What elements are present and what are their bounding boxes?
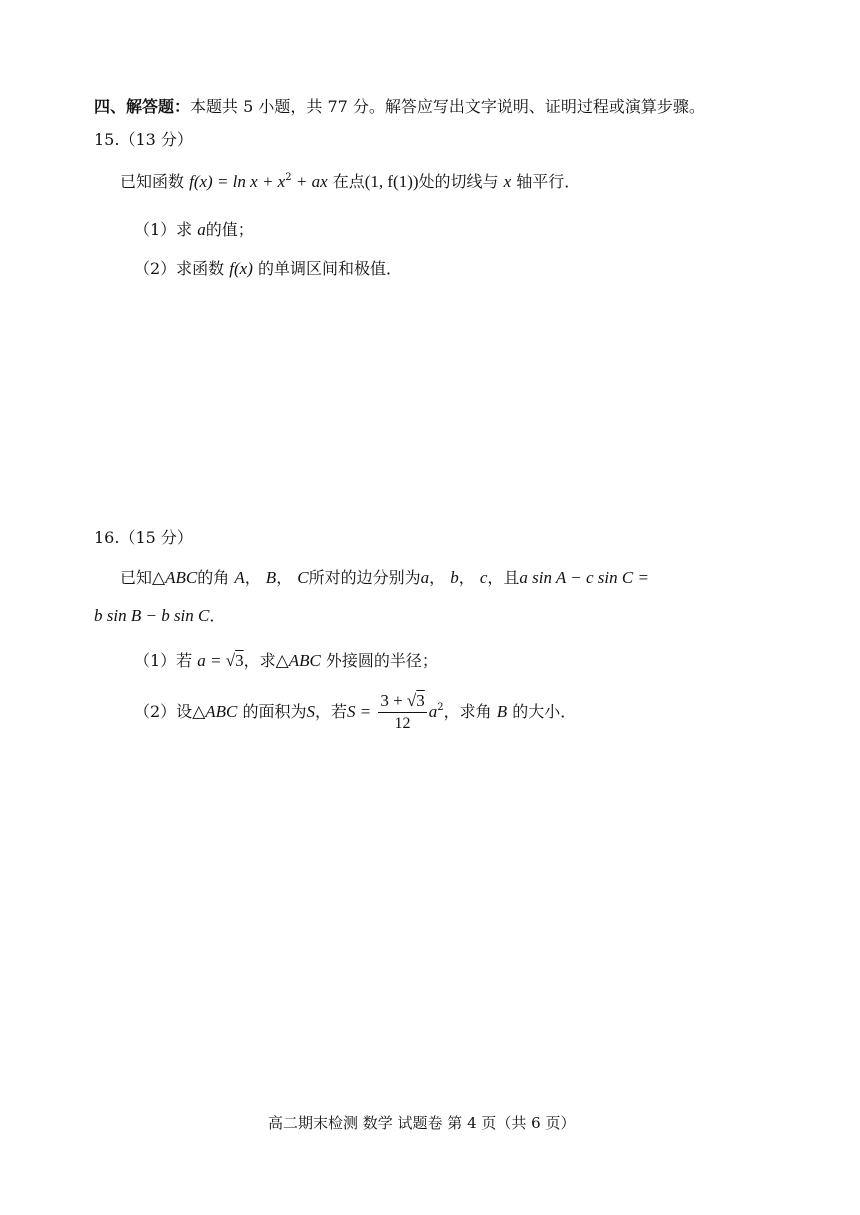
q15-part1-var: a <box>197 220 206 239</box>
q15-part1-prefix: （1）求 <box>134 220 193 239</box>
q16-stem-d: ，且 <box>487 568 520 587</box>
q16-part2-suffix-a: ，求角 <box>443 701 492 721</box>
q15-stem-prefix: 已知函数 <box>120 172 185 191</box>
q15-stem-mid: 在点 <box>332 172 365 191</box>
q15-var-x: x <box>503 172 512 191</box>
q16-part2-eq-left: S = <box>347 701 372 721</box>
q15-number: 15.（13 分） <box>94 130 193 149</box>
page-footer: 高二期末检测 数学 试题卷 第 4 页（共 6 页） <box>268 1114 576 1132</box>
numerator-sqrt-arg: 3 <box>416 691 425 710</box>
q15-part2-func: f(x) <box>229 259 253 278</box>
q16-part1 <box>134 651 438 671</box>
q15-exponent: 2 <box>285 172 292 183</box>
q15-function: f(x) = ln x + x <box>189 172 286 191</box>
q16-part2-s: S <box>306 701 315 721</box>
section-title: 四、解答题： <box>94 97 191 116</box>
q15-part1 <box>134 220 254 240</box>
q16-number: 16.（15 分） <box>94 528 193 547</box>
q16-stem-line2 <box>94 606 225 626</box>
q16-part1-suffix-b: 外接圆的半径； <box>325 651 438 670</box>
q16-part2-a: a <box>428 701 438 721</box>
q15-part1-suffix: 的值； <box>205 220 254 239</box>
q15-part2 <box>134 259 402 279</box>
q16-part1-suffix-a: ，求 <box>243 651 276 670</box>
q16-equation-part2: b sin B − b sin C <box>94 606 210 625</box>
q16-part2-fraction <box>378 691 426 734</box>
q16-side-b: b <box>450 568 459 587</box>
q16-angle-a: A <box>234 568 245 587</box>
q16-part2-mid: 的面积为 <box>242 701 307 721</box>
section-heading <box>94 97 705 116</box>
q16-part2-exponent: 2 <box>437 701 444 713</box>
section-description: 本题共 5 小题，共 77 分。解答应写出文字说明、证明过程或演算步骤。 <box>190 97 705 116</box>
q16-triangle: △ABC <box>152 568 198 587</box>
q16-stem-c: 所对的边分别为 <box>308 568 421 587</box>
q15-point: (1, f(1)) <box>364 172 419 191</box>
q16-part2-triangle: △ABC <box>192 701 238 721</box>
q15-stem-end: 轴平行． <box>516 172 581 191</box>
fraction-numerator <box>378 691 426 713</box>
q15-function-tail: + ax <box>291 172 328 191</box>
q16-angle-b: B <box>265 568 277 587</box>
q16-part2-b: B <box>496 701 508 721</box>
q16-equation-part1: a sin A − c sin C = <box>519 568 649 587</box>
q15-stem <box>120 172 580 192</box>
q16-part2-suffix-b: 的大小． <box>512 701 577 721</box>
q16-part2 <box>134 691 576 734</box>
q16-part1-eq: a = <box>197 651 226 670</box>
numerator-term: 3 + <box>380 691 407 710</box>
q15-part2-suffix: 的单调区间和极值． <box>257 259 402 278</box>
q16-stem-line1: 已知△ABC的角 A， B， C所对的边分别为a， b， c，且a sin A − c sin C = <box>120 568 649 587</box>
q16-angle-c: C <box>297 568 309 587</box>
q16-part1-triangle: △ABC <box>275 651 321 670</box>
q15-part2-prefix: （2）求函数 <box>134 259 225 278</box>
q16-stem-end: ． <box>209 606 226 625</box>
sqrt-symbol: √ <box>406 691 417 710</box>
q16-side-c: c <box>479 568 488 587</box>
q16-part2-prefix: （2）设 <box>134 701 193 721</box>
q16-stem-b: 的角 <box>197 568 230 587</box>
q16-side-a: a <box>420 568 430 587</box>
q15-stem-suffix: 处的切线与 <box>418 172 499 191</box>
q16-part1-sqrt-arg: 3 <box>235 651 244 670</box>
q16-stem-a: 已知 <box>120 568 153 587</box>
q16-part2-if: ，若 <box>314 701 347 721</box>
sqrt-symbol: √ <box>225 651 236 670</box>
fraction-denominator: 12 <box>394 715 411 733</box>
q16-part1-prefix: （1）若 <box>134 651 193 670</box>
